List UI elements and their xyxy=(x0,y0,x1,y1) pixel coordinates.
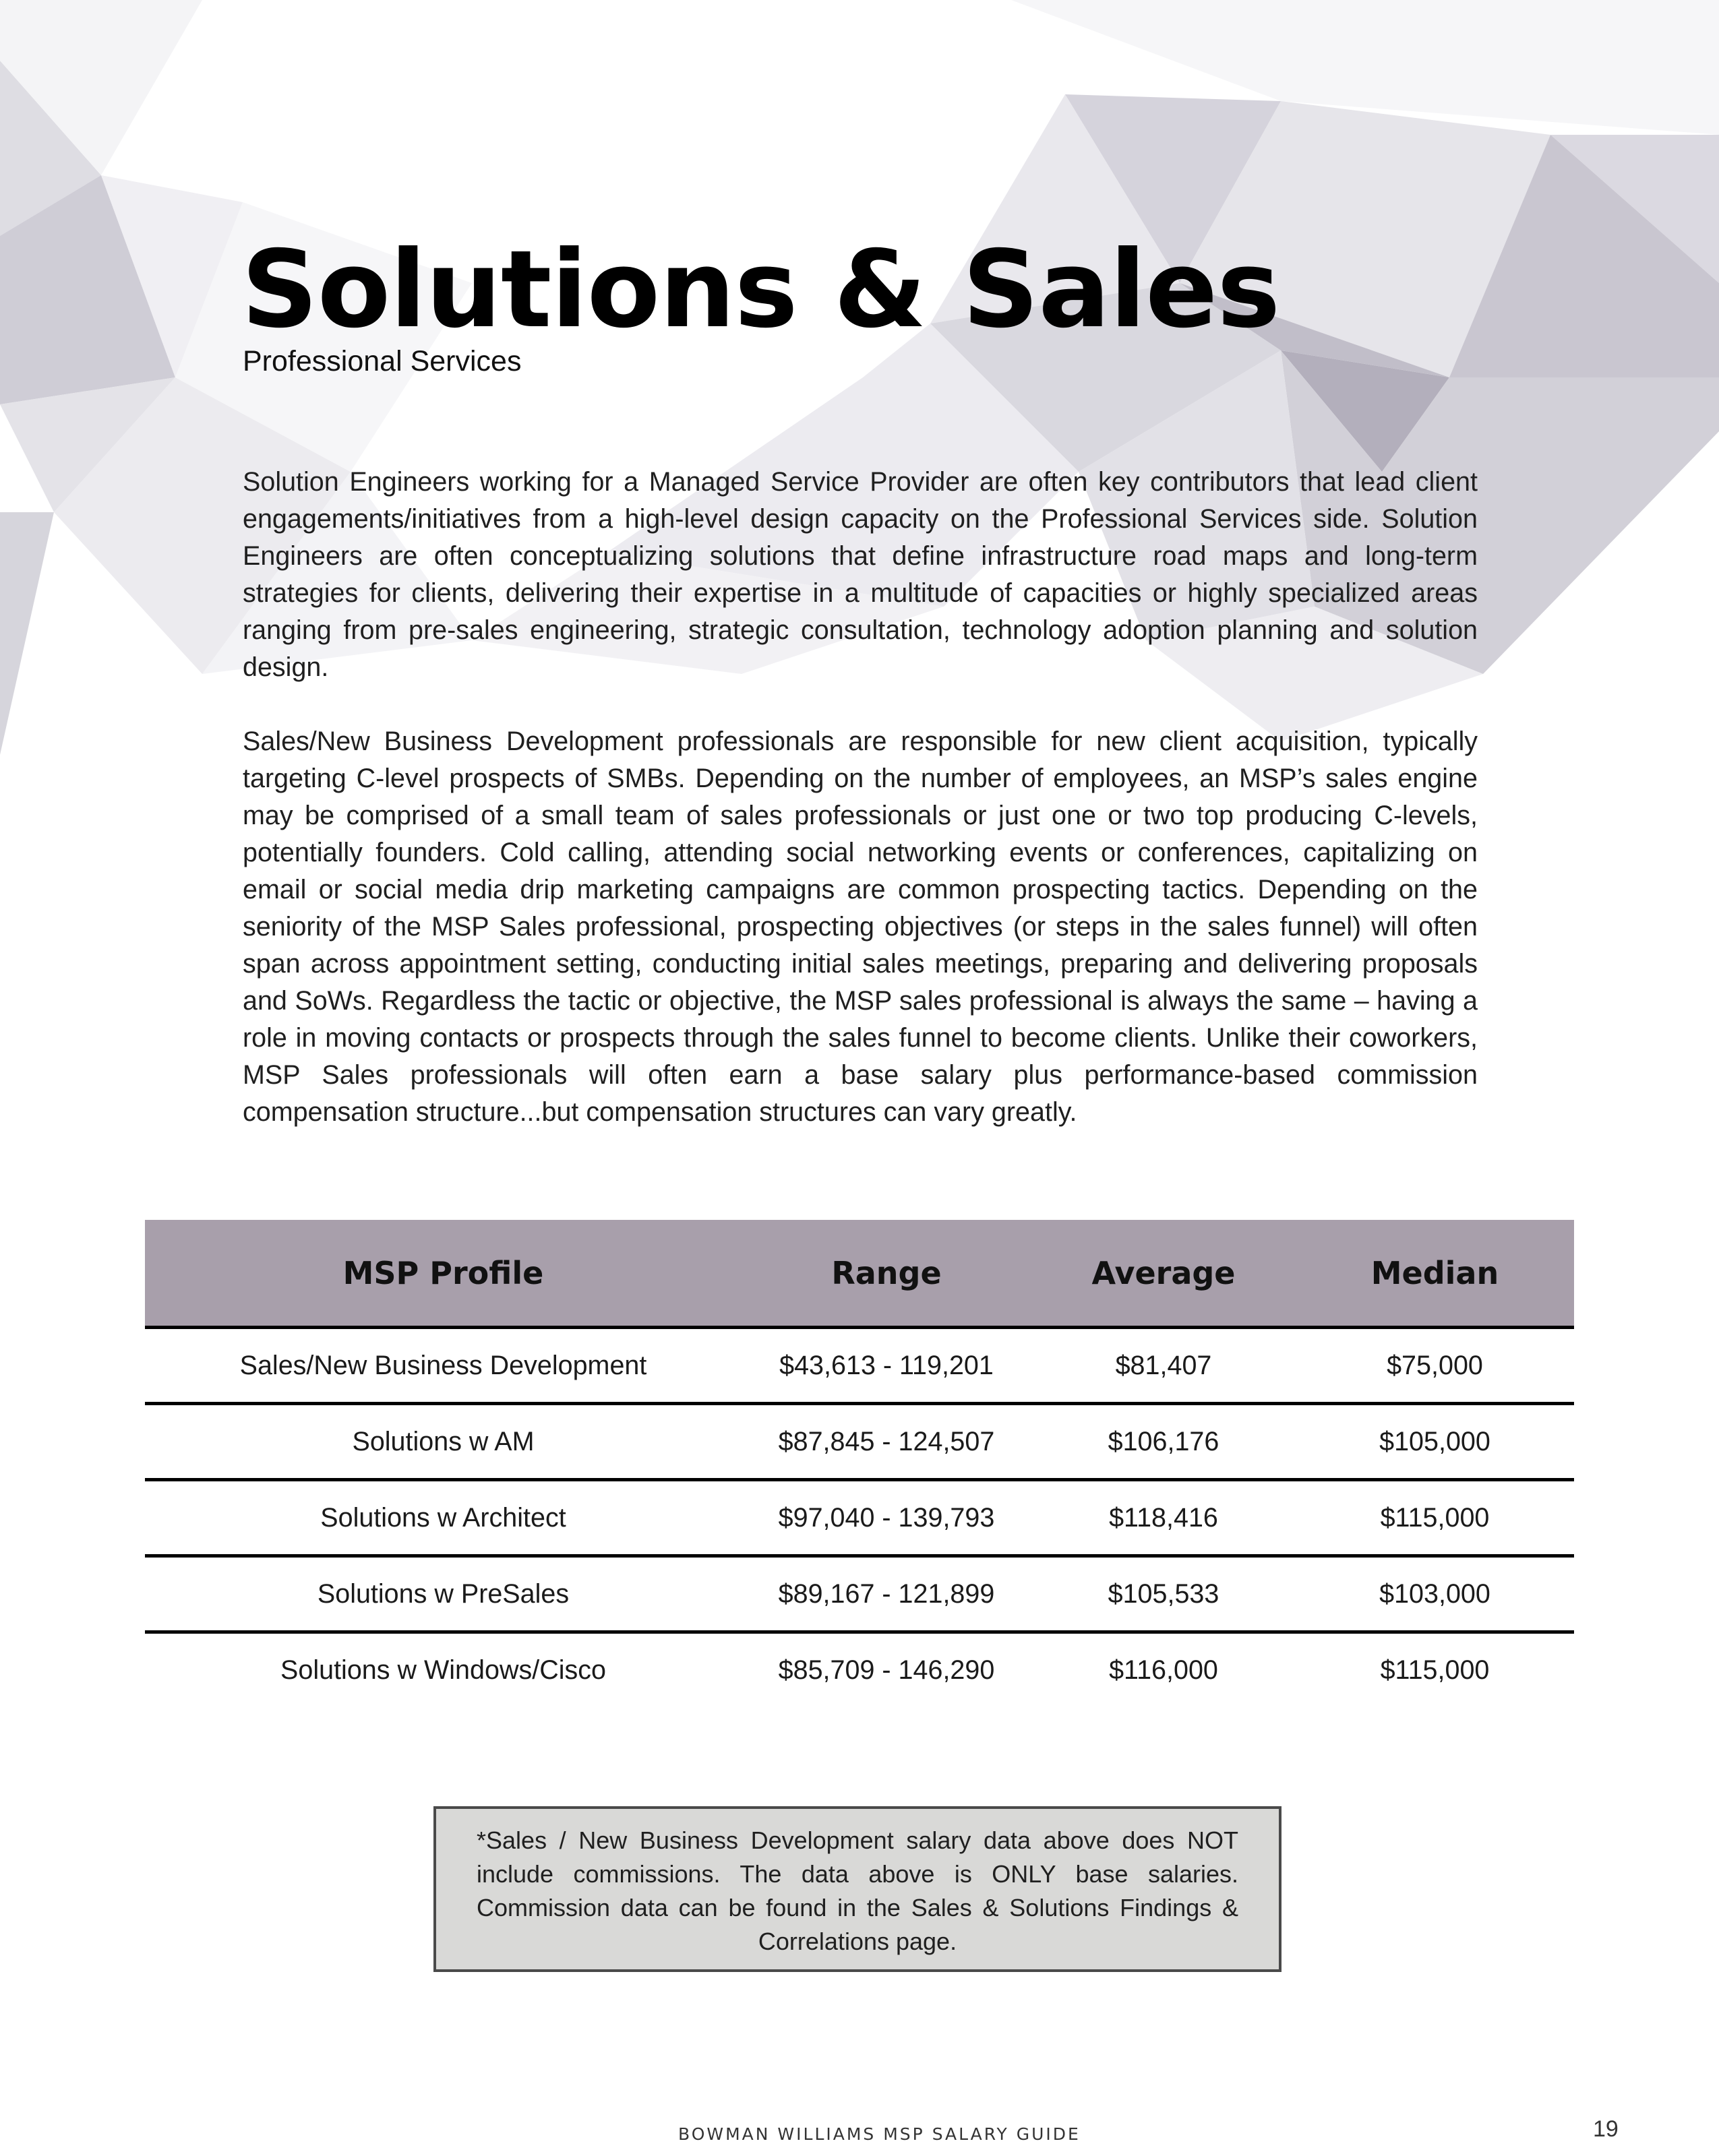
table-row xyxy=(145,1405,1574,1481)
cell-average: $116,000 xyxy=(1109,1655,1218,1685)
table-row xyxy=(145,1558,1574,1634)
cell-profile: Solutions w Architect xyxy=(320,1502,566,1533)
table-row xyxy=(145,1329,1574,1405)
intro-paragraph-sales: Sales/New Business Development professionals are responsible for new client acquisition, typically targeting C-level prospects of SMBs. Depending on the number of employees, an MSP’s sales engine may be comprised of a small team of sales professionals or just one or two top producing C-levels, potentially founders. Cold calling, attending social networking events or conferences, capitalizing on email or social media drip marketing campaigns are common prospecting tactics. Depending on the seniority of the MSP Sales professional, prospecting objectives (or steps in the sales funnel) will often span across appointment setting, conducting initial sales meetings, preparing and delivering proposals and SoWs. Regardless the tactic or objective, the MSP sales professional is always the same – having a role in moving contacts or prospects through the sales funnel to become clients. Unlike their coworkers, MSP Sales professionals will often earn a base salary plus performance-based commission compensation structure...but compensation structures can vary greatly. xyxy=(243,727,1478,1127)
cell-range: $87,845 - 124,507 xyxy=(778,1426,995,1456)
cell-average: $106,176 xyxy=(1108,1426,1219,1456)
page-title: Solutions & Sales xyxy=(241,228,1280,352)
column-header-msp-profile: MSP Profile xyxy=(342,1254,544,1291)
cell-average: $105,533 xyxy=(1108,1578,1219,1609)
page-subtitle: Professional Services xyxy=(243,345,522,377)
commission-note-box: *Sales / New Business Development salary data above does NOT include commissions. The data above is ONLY base salaries. Commission data can be found in the Sales & Solutions Findings & Correlations page. xyxy=(433,1806,1281,1972)
cell-profile: Solutions w Windows/Cisco xyxy=(280,1655,606,1685)
cell-profile: Sales/New Business Development xyxy=(239,1350,647,1380)
cell-median: $103,000 xyxy=(1379,1578,1490,1609)
cell-average: $118,416 xyxy=(1109,1502,1218,1533)
cell-range: $89,167 - 121,899 xyxy=(778,1578,995,1609)
cell-average: $81,407 xyxy=(1115,1350,1212,1380)
cell-median: $115,000 xyxy=(1380,1655,1490,1685)
table-header-row xyxy=(145,1220,1574,1329)
salary-table xyxy=(145,1220,1574,1706)
cell-profile: Solutions w AM xyxy=(352,1426,535,1456)
column-header-median: Median xyxy=(1370,1254,1499,1291)
intro-paragraph-solution-engineers: Solution Engineers working for a Managed Service Provider are often key contributors that lead client engagements/initiatives from a high-level design capacity on the Professional Services side. Solution Engineers are often conceptualizing solutions that define infrastructure road maps and long-term strategies for clients, delivering their expertise in a multitude of capacities or highly specialized areas ranging from pre-sales engineering, strategic consultation, technology adoption planning and solution design. xyxy=(243,467,1478,682)
table-row xyxy=(145,1634,1574,1706)
page-number: 19 xyxy=(1593,2116,1619,2142)
cell-range: $43,613 - 119,201 xyxy=(779,1350,994,1380)
column-header-range: Range xyxy=(831,1254,942,1291)
cell-range: $97,040 - 139,793 xyxy=(778,1502,995,1533)
cell-profile: Solutions w PreSales xyxy=(317,1578,570,1609)
cell-median: $115,000 xyxy=(1380,1502,1490,1533)
column-header-average: Average xyxy=(1091,1254,1236,1291)
cell-range: $85,709 - 146,290 xyxy=(778,1655,995,1685)
cell-median: $75,000 xyxy=(1387,1350,1483,1380)
table-row xyxy=(145,1481,1574,1558)
footer-guide-name: BOWMAN WILLIAMS MSP SALARY GUIDE xyxy=(678,2124,1081,2144)
cell-median: $105,000 xyxy=(1379,1426,1490,1456)
